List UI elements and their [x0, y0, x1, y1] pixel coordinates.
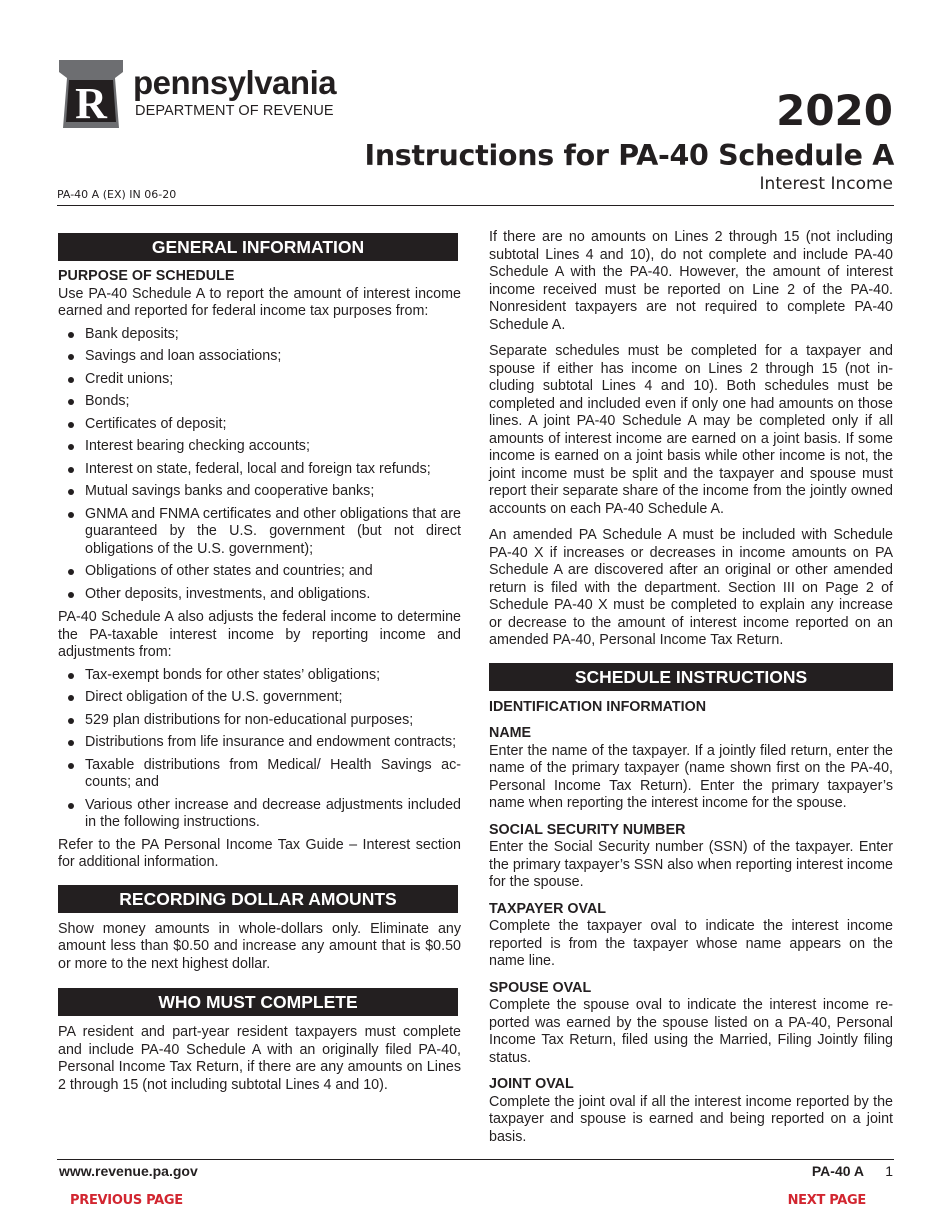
previous-page-link[interactable]: PREVIOUS PAGE — [70, 1193, 183, 1208]
joint-oval-text: Complete the joint oval if all the interest income reported by the taxpayer and spouse is earned and being reported on a joint basis. — [489, 1093, 893, 1145]
list-item: Distributions from life insurance and endowment contracts; — [58, 734, 461, 752]
name-heading: NAME — [489, 725, 532, 741]
page-title: Instructions for PA-40 Schedule A — [364, 139, 894, 172]
logo-department: DEPARTMENT OF REVENUE — [135, 103, 334, 119]
schedule-instructions-heading: SCHEDULE INSTRUCTIONS — [489, 663, 893, 691]
list-item: Interest bearing checking accounts; — [58, 438, 461, 456]
footer-website: www.revenue.pa.gov — [59, 1163, 198, 1179]
list-item: Various other increase and decrease adjustments included in the following instructions. — [58, 797, 461, 832]
general-information-heading: GENERAL INFORMATION — [58, 233, 458, 261]
header-divider — [57, 205, 894, 206]
ssn-heading: SOCIAL SECURITY NUMBER — [489, 821, 686, 838]
keystone-logo-icon — [55, 58, 127, 130]
recording-text: Show money amounts in whole-dollars only. Eliminate any amount less than $0.50 and increase any amount that is $0.50 or more to the next highest dollar. — [58, 920, 461, 972]
right-column — [489, 229, 893, 1146]
purpose-heading: PURPOSE OF SCHEDULE — [58, 268, 235, 284]
refer-text: Refer to the PA Personal Income Tax Guide – Interest section for additional information. — [58, 836, 461, 870]
page-subtitle: Interest Income — [759, 174, 893, 194]
footer-form-code: PA-40 A — [811, 1163, 864, 1179]
form-code: PA-40 A (EX) IN 06-20 — [57, 188, 177, 201]
identification-heading: IDENTIFICATION INFORMATION — [489, 698, 707, 715]
list-item: Obligations of other states and countries; and — [58, 563, 461, 581]
list-item: Tax-exempt bonds for other states’ obligations; — [58, 667, 461, 685]
spouse-oval-heading: SPOUSE OVAL — [489, 979, 592, 996]
purpose-text: Use PA-40 Schedule A to report the amount of interest income earned and reported for federal income tax purposes from: — [58, 285, 461, 319]
list-item: Bonds; — [58, 393, 461, 411]
name-text: Enter the name of the taxpayer. If a jointly filed return, enter the name of the primary taxpayer (name shown first on the PA-40, Personal Income Tax Return). Enter the primary taxpayer’s name when reporting the interest income for the spouse. — [489, 742, 893, 811]
ssn-text: Enter the Social Security number (SSN) of the taxpayer. Enter the primary taxpayer’s SSN also when reporting interest income for the spouse. — [489, 839, 893, 890]
list-item: Bank deposits; — [58, 326, 461, 344]
spouse-oval-text: Complete the spouse oval to indicate the interest income reported was earned by the spouse listed on a PA-40, Personal Income Tax Return, filed using the Married, Filing Jointly filing status. — [489, 997, 893, 1066]
list-item: Savings and loan associations; — [58, 348, 461, 366]
page-number: 1 — [885, 1163, 893, 1179]
list-item: Credit unions; — [58, 371, 461, 389]
purpose-list — [58, 326, 461, 604]
left-column — [58, 226, 461, 1094]
list-item: GNMA and FNMA certificates and other obligations that are guaranteed by the U.S. government (but not direct obligations of the U.S. government); — [58, 506, 461, 559]
separate-schedules-paragraph: Separate schedules must be completed for a taxpayer and spouse if either has income on Lines 2 through 15 (not including subtotal Lines 4 and 10). Both schedules must be completed and included even if only one had amounts on those lines. A joint PA-40 Schedule A may be completed only if all amounts of interest income are earned on a joint basis. If some income is earned on a joint basis while other income is not, the joint income must be split and the taxpayer and spouse must report their separate share of the income from the jointly owned accounts on each PA-40 Schedule A. — [489, 343, 893, 517]
list-item: 529 plan distributions for non-educational purposes; — [58, 712, 461, 730]
list-item: Interest on state, federal, local and foreign tax refunds; — [58, 461, 461, 479]
taxpayer-oval-text: Complete the taxpayer oval to indicate the interest income reported is from the taxpayer whose name appears on the name line. — [489, 918, 893, 969]
footer-divider — [57, 1159, 894, 1160]
list-item: Direct obligation of the U.S. government; — [58, 689, 461, 707]
svg-text:R: R — [75, 79, 107, 128]
list-item: Mutual savings banks and cooperative banks; — [58, 483, 461, 501]
recording-dollar-amounts-heading: RECORDING DOLLAR AMOUNTS — [58, 885, 458, 913]
who-must-complete-heading: WHO MUST COMPLETE — [58, 988, 458, 1016]
logo-wordmark: pennsylvania — [133, 64, 337, 101]
taxpayer-oval-heading: TAXPAYER OVAL — [489, 900, 607, 917]
form-year: 2020 — [776, 86, 893, 135]
next-page-link[interactable]: NEXT PAGE — [787, 1193, 866, 1208]
pa-revenue-logo — [55, 58, 345, 130]
adjust-text: PA-40 Schedule A also adjusts the federal income to determine the PA-taxable interest income by reporting income and adjustments from: — [58, 609, 461, 660]
who-text: PA resident and part-year resident taxpayers must complete and include PA-40 Schedule A with an originally filed PA-40, Personal Income Tax Return, if there are any amounts on Lines 2 through 15 (not including subtotal Lines 4 and 10). — [58, 1024, 461, 1093]
joint-oval-heading: JOINT OVAL — [489, 1076, 574, 1092]
no-amounts-paragraph: If there are no amounts on Lines 2 through 15 (not including subtotal Lines 4 and 10), do not complete and include PA-40 Schedule A with the PA-40. However, the amount of interest income received must be reported on Line 2 of the PA-40. Nonresident taxpayers are not required to complete PA-40 Schedule A. — [489, 229, 893, 333]
list-item: Other deposits, investments, and obligations. — [58, 586, 461, 604]
amended-paragraph: An amended PA Schedule A must be included with Schedule PA-40 X if increases or decreases in income amounts on PA Schedule A are discovered after an original or other amended return is filed with the department. Section III on Page 2 of Schedule PA-40 X must be completed to explain any increase or decrease to the amount of interest income reported on an amended PA-40, Personal Income Tax Return. — [489, 527, 893, 648]
list-item: Certificates of deposit; — [58, 416, 461, 434]
list-item: Taxable distributions from Medical/ Health Savings accounts; and — [58, 757, 461, 792]
adjust-list — [58, 667, 461, 832]
